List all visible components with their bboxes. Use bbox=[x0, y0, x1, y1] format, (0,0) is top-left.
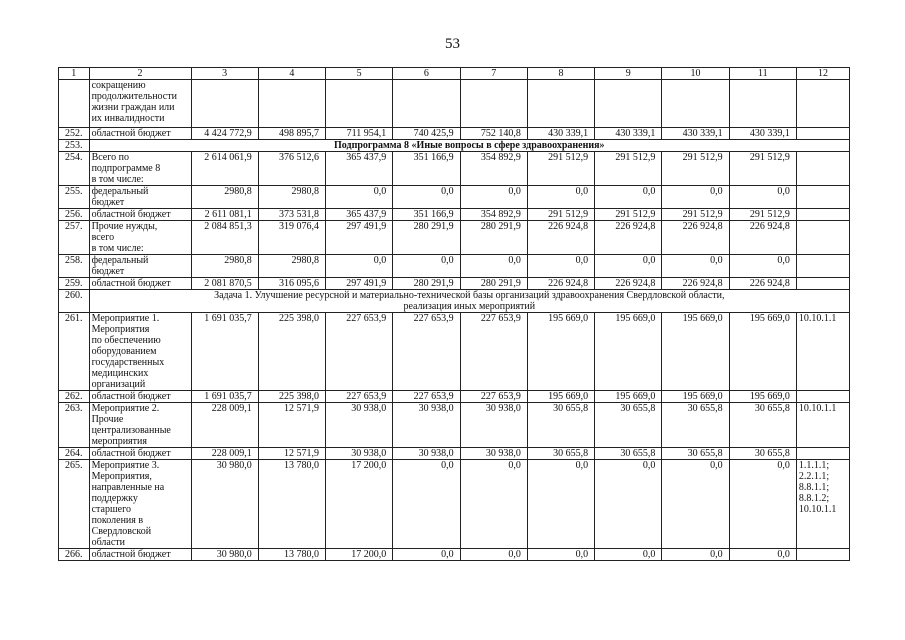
value-cell: 0,0 bbox=[527, 186, 594, 209]
value-cell: 351 166,9 bbox=[393, 152, 460, 186]
value-cell: 0,0 bbox=[595, 460, 662, 549]
row-number: 257. bbox=[59, 221, 90, 255]
value-cell bbox=[191, 80, 258, 128]
target-code: 10.10.1.1 bbox=[796, 313, 849, 391]
row-number: 256. bbox=[59, 209, 90, 221]
value-cell: 30 938,0 bbox=[460, 448, 527, 460]
value-cell bbox=[595, 80, 662, 128]
value-cell: 0,0 bbox=[729, 549, 796, 561]
row-number: 264. bbox=[59, 448, 90, 460]
target-code bbox=[796, 128, 849, 140]
value-cell: 0,0 bbox=[527, 460, 594, 549]
table-row bbox=[59, 80, 850, 128]
value-cell: 2980,8 bbox=[258, 186, 325, 209]
value-cell: 227 653,9 bbox=[326, 391, 393, 403]
header-cell: 9 bbox=[595, 68, 662, 80]
value-cell: 2 084 851,3 bbox=[191, 221, 258, 255]
target-code bbox=[796, 152, 849, 186]
table-row bbox=[59, 391, 850, 403]
target-code bbox=[796, 80, 849, 128]
value-cell: 291 512,9 bbox=[729, 152, 796, 186]
value-cell: 30 655,8 bbox=[729, 448, 796, 460]
value-cell: 12 571,9 bbox=[258, 403, 325, 448]
value-cell: 291 512,9 bbox=[662, 209, 729, 221]
value-cell: 30 655,8 bbox=[729, 403, 796, 448]
value-cell: 0,0 bbox=[662, 460, 729, 549]
value-cell: 430 339,1 bbox=[527, 128, 594, 140]
header-cell: 10 bbox=[662, 68, 729, 80]
value-cell: 1 691 035,7 bbox=[191, 391, 258, 403]
row-number: 260. bbox=[59, 290, 90, 313]
row-label: областной бюджет bbox=[89, 278, 191, 290]
value-cell bbox=[326, 80, 393, 128]
table-row bbox=[59, 221, 850, 255]
value-cell: 0,0 bbox=[662, 186, 729, 209]
value-cell: 365 437,9 bbox=[326, 209, 393, 221]
value-cell: 30 938,0 bbox=[326, 403, 393, 448]
value-cell: 2 081 870,5 bbox=[191, 278, 258, 290]
value-cell: 316 095,6 bbox=[258, 278, 325, 290]
value-cell: 228 009,1 bbox=[191, 403, 258, 448]
value-cell: 280 291,9 bbox=[460, 278, 527, 290]
value-cell: 0,0 bbox=[393, 255, 460, 278]
value-cell: 498 895,7 bbox=[258, 128, 325, 140]
header-cell: 6 bbox=[393, 68, 460, 80]
value-cell: 291 512,9 bbox=[662, 152, 729, 186]
header-row bbox=[59, 68, 850, 80]
value-cell: 2980,8 bbox=[258, 255, 325, 278]
value-cell: 297 491,9 bbox=[326, 278, 393, 290]
row-label: сокращению продолжительности жизни граждан или их инвалидности bbox=[89, 80, 191, 128]
value-cell: 227 653,9 bbox=[460, 391, 527, 403]
value-cell: 226 924,8 bbox=[729, 221, 796, 255]
value-cell: 365 437,9 bbox=[326, 152, 393, 186]
value-cell: 30 980,0 bbox=[191, 460, 258, 549]
value-cell: 280 291,9 bbox=[460, 221, 527, 255]
value-cell: 30 938,0 bbox=[460, 403, 527, 448]
row-number: 261. bbox=[59, 313, 90, 391]
value-cell: 0,0 bbox=[662, 549, 729, 561]
value-cell: 1 691 035,7 bbox=[191, 313, 258, 391]
target-code bbox=[796, 448, 849, 460]
value-cell: 226 924,8 bbox=[662, 278, 729, 290]
row-number: 259. bbox=[59, 278, 90, 290]
row-number bbox=[59, 80, 90, 128]
value-cell: 291 512,9 bbox=[595, 209, 662, 221]
value-cell: 227 653,9 bbox=[326, 313, 393, 391]
value-cell: 0,0 bbox=[460, 186, 527, 209]
value-cell bbox=[460, 80, 527, 128]
value-cell: 227 653,9 bbox=[393, 391, 460, 403]
value-cell: 0,0 bbox=[729, 460, 796, 549]
value-cell: 291 512,9 bbox=[729, 209, 796, 221]
value-cell: 319 076,4 bbox=[258, 221, 325, 255]
value-cell: 0,0 bbox=[595, 549, 662, 561]
value-cell: 30 655,8 bbox=[527, 448, 594, 460]
row-label: Мероприятие 3. Мероприятия, направленные на поддержку старшего поколения в Свердловской области bbox=[89, 460, 191, 549]
value-cell: 2980,8 bbox=[191, 186, 258, 209]
row-number: 253. bbox=[59, 140, 90, 152]
header-cell: 8 bbox=[527, 68, 594, 80]
table-row bbox=[59, 313, 850, 391]
row-number: 266. bbox=[59, 549, 90, 561]
target-code: 1.1.1.1; 2.2.1.1; 8.8.1.1; 8.8.1.2; 10.10.1.1 bbox=[796, 460, 849, 549]
value-cell: 0,0 bbox=[460, 549, 527, 561]
header-cell: 7 bbox=[460, 68, 527, 80]
value-cell: 195 669,0 bbox=[729, 313, 796, 391]
value-cell: 12 571,9 bbox=[258, 448, 325, 460]
row-label: Всего по подпрограмме 8 в том числе: bbox=[89, 152, 191, 186]
budget-table bbox=[58, 67, 850, 561]
row-number: 263. bbox=[59, 403, 90, 448]
value-cell: 0,0 bbox=[460, 460, 527, 549]
value-cell: 711 954,1 bbox=[326, 128, 393, 140]
value-cell: 0,0 bbox=[393, 460, 460, 549]
row-label: федеральный бюджет bbox=[89, 186, 191, 209]
value-cell: 0,0 bbox=[729, 186, 796, 209]
value-cell bbox=[527, 80, 594, 128]
value-cell: 740 425,9 bbox=[393, 128, 460, 140]
table-row bbox=[59, 128, 850, 140]
value-cell: 30 655,8 bbox=[662, 448, 729, 460]
target-code bbox=[796, 549, 849, 561]
value-cell: 0,0 bbox=[393, 186, 460, 209]
value-cell: 2 614 061,9 bbox=[191, 152, 258, 186]
table-row bbox=[59, 209, 850, 221]
value-cell: 195 669,0 bbox=[527, 391, 594, 403]
table-row bbox=[59, 460, 850, 549]
value-cell: 0,0 bbox=[729, 255, 796, 278]
value-cell: 351 166,9 bbox=[393, 209, 460, 221]
value-cell: 0,0 bbox=[326, 186, 393, 209]
value-cell: 354 892,9 bbox=[460, 152, 527, 186]
value-cell: 297 491,9 bbox=[326, 221, 393, 255]
value-cell bbox=[662, 80, 729, 128]
row-label: областной бюджет bbox=[89, 209, 191, 221]
header-cell: 3 bbox=[191, 68, 258, 80]
value-cell: 291 512,9 bbox=[595, 152, 662, 186]
value-cell: 30 655,8 bbox=[662, 403, 729, 448]
value-cell: 30 938,0 bbox=[393, 448, 460, 460]
value-cell: 291 512,9 bbox=[527, 209, 594, 221]
value-cell: 0,0 bbox=[393, 549, 460, 561]
page-number: 53 bbox=[445, 36, 460, 52]
table-row bbox=[59, 549, 850, 561]
value-cell: 752 140,8 bbox=[460, 128, 527, 140]
target-code bbox=[796, 221, 849, 255]
row-label: Мероприятие 1. Мероприятия по обеспечению оборудованием государственных медицинских организаций bbox=[89, 313, 191, 391]
value-cell: 13 780,0 bbox=[258, 460, 325, 549]
value-cell: 2 611 081,1 bbox=[191, 209, 258, 221]
target-code bbox=[796, 391, 849, 403]
value-cell: 280 291,9 bbox=[393, 221, 460, 255]
value-cell: 30 938,0 bbox=[393, 403, 460, 448]
value-cell: 30 655,8 bbox=[527, 403, 594, 448]
header-cell: 11 bbox=[729, 68, 796, 80]
row-label: областной бюджет bbox=[89, 128, 191, 140]
value-cell: 195 669,0 bbox=[729, 391, 796, 403]
table-row bbox=[59, 278, 850, 290]
value-cell: 195 669,0 bbox=[595, 313, 662, 391]
value-cell: 0,0 bbox=[595, 255, 662, 278]
value-cell: 4 424 772,9 bbox=[191, 128, 258, 140]
table-row bbox=[59, 255, 850, 278]
value-cell: 227 653,9 bbox=[393, 313, 460, 391]
header-cell: 4 bbox=[258, 68, 325, 80]
value-cell: 0,0 bbox=[460, 255, 527, 278]
value-cell: 30 655,8 bbox=[595, 403, 662, 448]
value-cell: 226 924,8 bbox=[527, 278, 594, 290]
value-cell: 0,0 bbox=[595, 186, 662, 209]
value-cell: 195 669,0 bbox=[527, 313, 594, 391]
target-code: 10.10.1.1 bbox=[796, 403, 849, 448]
value-cell: 195 669,0 bbox=[662, 391, 729, 403]
header-cell: 2 bbox=[89, 68, 191, 80]
table-row bbox=[59, 448, 850, 460]
table-row bbox=[59, 186, 850, 209]
target-code bbox=[796, 209, 849, 221]
value-cell: 291 512,9 bbox=[527, 152, 594, 186]
value-cell: 430 339,1 bbox=[595, 128, 662, 140]
value-cell: 373 531,8 bbox=[258, 209, 325, 221]
value-cell: 30 938,0 bbox=[326, 448, 393, 460]
row-number: 258. bbox=[59, 255, 90, 278]
value-cell: 195 669,0 bbox=[662, 313, 729, 391]
value-cell: 0,0 bbox=[527, 255, 594, 278]
value-cell: 0,0 bbox=[662, 255, 729, 278]
value-cell: 30 655,8 bbox=[595, 448, 662, 460]
value-cell: 226 924,8 bbox=[729, 278, 796, 290]
value-cell: 17 200,0 bbox=[326, 549, 393, 561]
value-cell: 376 512,6 bbox=[258, 152, 325, 186]
value-cell: 17 200,0 bbox=[326, 460, 393, 549]
value-cell: 0,0 bbox=[527, 549, 594, 561]
row-number: 252. bbox=[59, 128, 90, 140]
target-code bbox=[796, 255, 849, 278]
value-cell: 0,0 bbox=[326, 255, 393, 278]
header-cell: 12 bbox=[796, 68, 849, 80]
value-cell: 430 339,1 bbox=[662, 128, 729, 140]
task-heading: Задача 1. Улучшение ресурсной и материально-технической базы организаций здравоохранения Свердловской области, реализация иных мероприятий bbox=[89, 290, 849, 313]
row-number: 255. bbox=[59, 186, 90, 209]
value-cell: 227 653,9 bbox=[460, 313, 527, 391]
value-cell: 226 924,8 bbox=[662, 221, 729, 255]
header-cell: 5 bbox=[326, 68, 393, 80]
row-number: 262. bbox=[59, 391, 90, 403]
header-cell: 1 bbox=[59, 68, 90, 80]
value-cell: 225 398,0 bbox=[258, 391, 325, 403]
value-cell: 30 980,0 bbox=[191, 549, 258, 561]
row-label: областной бюджет bbox=[89, 448, 191, 460]
table-row bbox=[59, 290, 850, 313]
value-cell: 430 339,1 bbox=[729, 128, 796, 140]
target-code bbox=[796, 186, 849, 209]
table-row bbox=[59, 403, 850, 448]
row-label: областной бюджет bbox=[89, 391, 191, 403]
target-code bbox=[796, 278, 849, 290]
subprogram-heading: Подпрограмма 8 «Иные вопросы в сфере здравоохранения» bbox=[89, 140, 849, 152]
value-cell bbox=[258, 80, 325, 128]
value-cell: 280 291,9 bbox=[393, 278, 460, 290]
value-cell: 228 009,1 bbox=[191, 448, 258, 460]
value-cell: 2980,8 bbox=[191, 255, 258, 278]
value-cell: 226 924,8 bbox=[595, 221, 662, 255]
row-label: Прочие нужды, всего в том числе: bbox=[89, 221, 191, 255]
value-cell: 13 780,0 bbox=[258, 549, 325, 561]
value-cell: 354 892,9 bbox=[460, 209, 527, 221]
value-cell: 225 398,0 bbox=[258, 313, 325, 391]
row-label: областной бюджет bbox=[89, 549, 191, 561]
value-cell bbox=[729, 80, 796, 128]
row-number: 254. bbox=[59, 152, 90, 186]
value-cell bbox=[393, 80, 460, 128]
row-number: 265. bbox=[59, 460, 90, 549]
row-label: федеральный бюджет bbox=[89, 255, 191, 278]
table-row bbox=[59, 140, 850, 152]
row-label: Мероприятие 2. Прочие централизованные мероприятия bbox=[89, 403, 191, 448]
value-cell: 195 669,0 bbox=[595, 391, 662, 403]
table-row bbox=[59, 152, 850, 186]
value-cell: 226 924,8 bbox=[527, 221, 594, 255]
value-cell: 226 924,8 bbox=[595, 278, 662, 290]
